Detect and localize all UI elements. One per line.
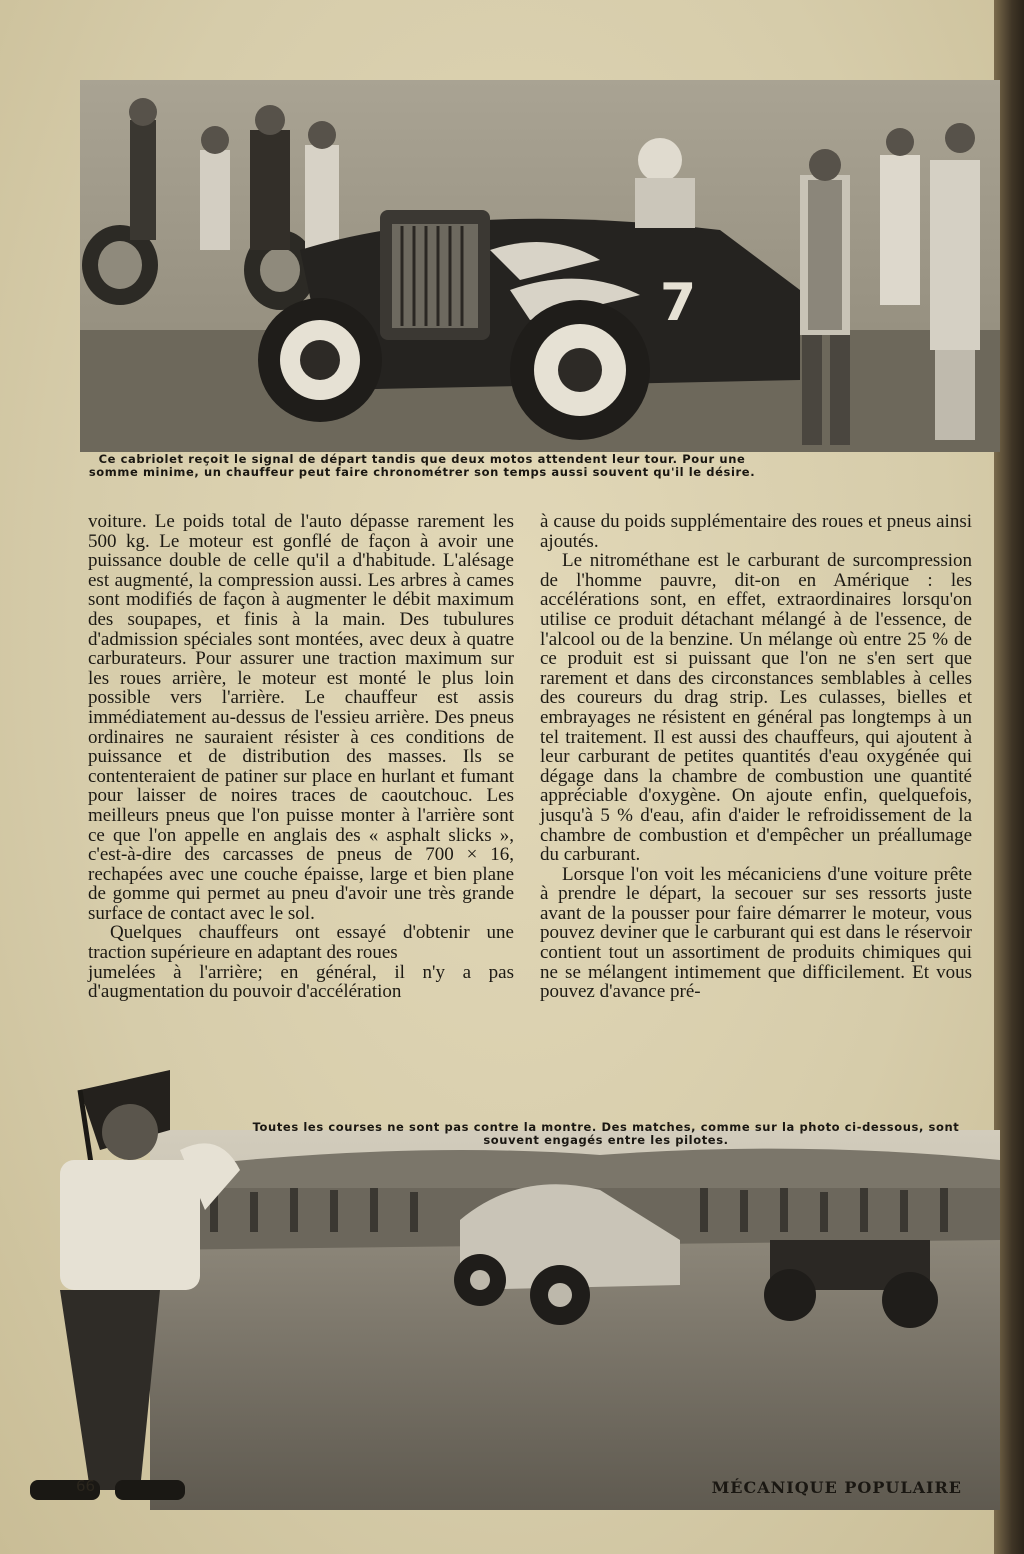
magazine-title: MÉCANIQUE POPULAIRE [711, 1478, 962, 1497]
left-paragraph-2-continued: jumelées à l'arrière; en général, il n'y a pas d'augmentation du pouvoir d'accélération [88, 961, 514, 1003]
right-paragraph-2: Le nitrométhane est le carburant de surcompression de l'homme pauvre, dit-on en Amérique : les accélérations sont, en effet, extraordinaires lorsqu'on utilise ce produit détachant mélangé à de l'essence, de l'alcool ou de la benzine. Un mélange où entre 25 % de ce produit est si puissant que l'on ne s'en sert que rarement et dans des circonstances semblables à celles des coureurs du drag strip. Les culasses, bielles et embrayages ne résistent en général pas longtemps à un tel traitement. Il est aussi des chauffeurs, qui ajoutent à leur carburant de petites quantités d'eau oxygénée qui dégage dans la chambre de combustion une quantité appréciable d'oxygène. On ajoute enfin, quelquefois, jusqu'à 5 % d'eau, afin d'aider le refroidissement de la chambre de combustion et d'empêcher un préallumage du carburant. [540, 550, 972, 866]
left-text-column [88, 512, 514, 1002]
left-paragraph-2: Quelques chauffeurs ont essayé d'obtenir une traction supérieure en adaptant des roues [88, 922, 514, 964]
right-text-column [540, 512, 972, 1002]
left-paragraph-1: voiture. Le poids total de l'auto dépasse rarement les 500 kg. Le moteur est gonflé de façon à avoir une puissance double de celle qu'il a d'habitude. L'alésage est augmenté, la compression aussi. Les arbres à cames sont modifiés de façon à augmenter le débit maximum des soupapes, et finis à la main. Des tubulures d'admission spéciales sont montées, avec deux à quatre carburateurs. Pour assurer une traction maximum sur les roues arrière, le moteur est monté le plus loin possible vers l'arrière. Le chauffeur est assis immédiatement au-dessus de l'essieu arrière. Des pneus ordinaires ne sauraient résister à ces conditions de puissance et de distribution des masses. Ils se contenteraient de patiner sur place en hurlant et fumant pour laisser de noires traces de caoutchouc. Les meilleurs pneus que l'on puisse monter à l'arrière sont ce que l'on appelle en anglais des « asphalt slicks », c'est-à-dire des carcasses de pneus de 700 × 16, rechapées avec une couche épaisse, large et bien plane de gomme qui permet au pneu d'avoir une très grande surface de contact avec le sol. [88, 511, 514, 924]
bottom-photo-caption: Toutes les courses ne sont pas contre la montre. Des matches, comme sur la photo ci-dessous, sont souvent engagés entre les pilotes. [252, 1120, 960, 1147]
top-photo-caption: Ce cabriolet reçoit le signal de départ tandis que deux motos attendent leur tour. Pour une somme minime, un chauffeur peut faire chronométrer son temps aussi souvent qu'il le désire. [88, 452, 756, 479]
svg-text:7: 7 [660, 273, 697, 333]
right-paragraph-1: à cause du poids supplémentaire des roues et pneus ainsi ajoutés. [540, 511, 972, 552]
top-photo-hot-rod-start [80, 80, 1000, 452]
right-paragraph-3: Lorsque l'on voit les mécaniciens d'une voiture prête à prendre le départ, la secouer sur ses ressorts juste avant de la pousser pour faire démarrer le moteur, vous pouvez deviner que le carburant qui est dans le réservoir contient tout un assortiment de produits chimiques qui ne se mélangent intimement que difficilement. Et vous pouvez d'avance pré- [540, 863, 972, 1003]
page-number: 66 [76, 1477, 96, 1495]
